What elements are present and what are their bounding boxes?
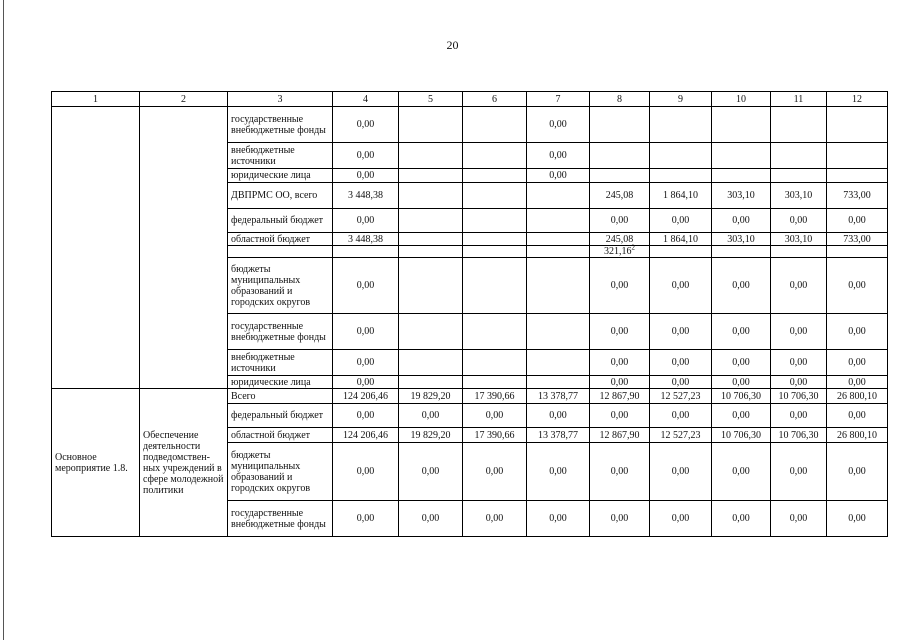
value-cell: 0,00 (771, 258, 827, 314)
column-header: 3 (228, 92, 333, 107)
value-cell (527, 233, 590, 246)
value-cell: 303,10 (771, 233, 827, 246)
value-cell: 0,00 (333, 169, 399, 183)
value-cell: 0,00 (712, 404, 771, 428)
value-cell: 0,00 (827, 443, 888, 501)
source-label: государственные внебюджетные фонды (228, 314, 333, 350)
value-cell: 13 378,77 (527, 428, 590, 443)
value-cell: 303,10 (712, 183, 771, 209)
value-cell (463, 183, 527, 209)
value-cell: 0,00 (650, 350, 712, 376)
value-cell: 17 390,66 (463, 389, 527, 404)
value-cell: 17 390,66 (463, 428, 527, 443)
source-label: внебюджетные источники (228, 143, 333, 169)
value-cell (827, 107, 888, 143)
value-cell: 0,00 (590, 376, 650, 389)
value-text: 321,16 (604, 246, 632, 257)
column-header: 10 (712, 92, 771, 107)
value-cell: 10 706,30 (712, 389, 771, 404)
value-cell (590, 243, 650, 258)
column-header: 7 (527, 92, 590, 107)
column-header: 11 (771, 92, 827, 107)
value-cell: 733,00 (827, 183, 888, 209)
value-cell: 0,00 (333, 443, 399, 501)
value-cell: 0,00 (712, 209, 771, 233)
source-label: государственные внебюджетные фонды (228, 107, 333, 143)
value-cell: 10 706,30 (712, 428, 771, 443)
value-cell (399, 169, 463, 183)
value-cell: 12 527,23 (650, 428, 712, 443)
value-cell: 1 864,10 (650, 233, 712, 246)
value-cell (650, 107, 712, 143)
value-cell (463, 350, 527, 376)
value-cell (399, 183, 463, 209)
source-label: бюджеты муниципальных образований и городских округов (228, 443, 333, 501)
value-cell: 12 867,90 (590, 389, 650, 404)
value-cell (650, 169, 712, 183)
value-cell: 0,00 (399, 501, 463, 537)
value-cell: 0,00 (333, 107, 399, 143)
value-cell (399, 209, 463, 233)
source-label: федеральный бюджет (228, 209, 333, 233)
value-cell (527, 209, 590, 233)
value-cell: 19 829,20 (399, 389, 463, 404)
value-cell: 0,00 (650, 501, 712, 537)
value-cell: 0,00 (650, 443, 712, 501)
value-cell: 0,00 (590, 443, 650, 501)
source-label: Всего (228, 389, 333, 404)
value-cell: 245,08 (590, 183, 650, 209)
value-cell: 0,00 (463, 404, 527, 428)
value-cell: 0,00 (827, 501, 888, 537)
source-label: государственные внебюджетные фонды (228, 501, 333, 537)
value-cell: 3 448,38 (333, 183, 399, 209)
value-cell: 0,00 (333, 314, 399, 350)
value-cell: 124 206,46 (333, 428, 399, 443)
source-label: юридические лица (228, 169, 333, 183)
source-label: ДВПРМС ОО, всего (228, 183, 333, 209)
column-header: 5 (399, 92, 463, 107)
value-cell (463, 143, 527, 169)
value-cell: 303,10 (712, 233, 771, 246)
value-cell: 0,00 (333, 258, 399, 314)
value-cell (712, 246, 771, 258)
value-cell: 0,00 (590, 501, 650, 537)
column-header: 6 (463, 92, 527, 107)
value-cell: 0,00 (527, 169, 590, 183)
value-cell (712, 107, 771, 143)
value-cell: 0,00 (463, 501, 527, 537)
value-cell (771, 169, 827, 183)
value-cell: 0,00 (771, 443, 827, 501)
value-cell: 0,00 (712, 443, 771, 501)
value-cell (771, 143, 827, 169)
event-code: Основное мероприятие 1.8. (52, 389, 140, 537)
value-cell: 0,00 (650, 404, 712, 428)
value-cell (527, 350, 590, 376)
value-cell (590, 107, 650, 143)
value-cell (399, 143, 463, 169)
value-cell: 0,00 (827, 376, 888, 389)
source-label: бюджеты муниципальных образований и городских округов (228, 258, 333, 314)
value-cell: 0,00 (527, 404, 590, 428)
value-cell: 0,00 (712, 376, 771, 389)
value-cell: 0,00 (827, 209, 888, 233)
value-cell (399, 314, 463, 350)
value-cell (527, 183, 590, 209)
source-label: юридические лица (228, 376, 333, 389)
value-cell (827, 169, 888, 183)
column-header: 9 (650, 92, 712, 107)
value-cell (527, 258, 590, 314)
value-cell: 245,08 (590, 233, 650, 246)
value-cell (463, 209, 527, 233)
value-cell (399, 350, 463, 376)
value-cell (590, 143, 650, 169)
value-cell: 0,00 (771, 501, 827, 537)
budget-table (51, 91, 888, 537)
value-cell (650, 246, 712, 258)
source-label: областной бюджет (228, 233, 333, 246)
table-row (52, 389, 888, 404)
column-header: 12 (827, 92, 888, 107)
value-cell: 0,00 (590, 350, 650, 376)
value-cell (463, 376, 527, 389)
value-cell (527, 246, 590, 258)
page-number: 20 (446, 38, 459, 52)
value-cell: 0,00 (771, 209, 827, 233)
value-cell: 0,00 (827, 314, 888, 350)
value-cell (463, 169, 527, 183)
value-cell: 0,00 (527, 501, 590, 537)
value-cell: 0,00 (590, 404, 650, 428)
value-cell: 0,00 (712, 350, 771, 376)
value-cell: 0,00 (771, 376, 827, 389)
value-cell (463, 107, 527, 143)
source-label: федеральный бюджет (228, 404, 333, 428)
value-cell (712, 143, 771, 169)
value-cell: 12 867,90 (590, 428, 650, 443)
value-cell: 0,00 (333, 404, 399, 428)
value-cell: 0,00 (827, 350, 888, 376)
value-cell (399, 376, 463, 389)
value-cell (650, 143, 712, 169)
value-cell: 0,00 (771, 404, 827, 428)
value-cell: 0,00 (527, 143, 590, 169)
value-cell (399, 258, 463, 314)
scan-edge-line (3, 0, 4, 640)
value-cell (399, 233, 463, 246)
value-cell: 0,00 (333, 209, 399, 233)
value-cell: 0,00 (399, 404, 463, 428)
value-cell: 3 448,38 (333, 233, 399, 246)
header-row (52, 92, 888, 107)
value-cell: 19 829,20 (399, 428, 463, 443)
value-cell: 0,00 (650, 258, 712, 314)
value-cell: 0,00 (333, 501, 399, 537)
value-cell: 733,00 (827, 233, 888, 246)
value-cell (712, 169, 771, 183)
value-cell: 0,00 (650, 376, 712, 389)
source-label: областной бюджет (228, 428, 333, 443)
table-row (52, 107, 888, 143)
value-cell: 12 527,23 (650, 389, 712, 404)
value-cell: 0,00 (712, 314, 771, 350)
value-cell (590, 169, 650, 183)
event-name: Обеспечение деятельности подведомствен-ных учреждений в сфере молодежной политики (140, 389, 228, 537)
column-header: 8 (590, 92, 650, 107)
value-cell (333, 246, 399, 258)
column-header: 4 (333, 92, 399, 107)
value-cell (399, 246, 463, 258)
value-cell: 26 800,10 (827, 428, 888, 443)
source-label: внебюджетные источники (228, 350, 333, 376)
value-cell: 0,00 (771, 314, 827, 350)
value-cell (463, 314, 527, 350)
value-cell: 0,00 (650, 314, 712, 350)
value-cell: 0,00 (590, 258, 650, 314)
continued-name-cell (140, 107, 228, 389)
value-cell: 0,00 (712, 258, 771, 314)
value-cell: 26 800,10 (827, 389, 888, 404)
value-cell: 0,00 (399, 443, 463, 501)
value-cell (399, 107, 463, 143)
value-cell (463, 246, 527, 258)
value-cell: 0,00 (527, 443, 590, 501)
value-cell: 0,00 (771, 350, 827, 376)
value-cell: 13 378,77 (527, 389, 590, 404)
value-cell: 0,00 (827, 404, 888, 428)
column-header: 1 (52, 92, 140, 107)
value-cell: 1 864,10 (650, 183, 712, 209)
value-cell: 0,00 (333, 350, 399, 376)
value-cell: 303,10 (771, 183, 827, 209)
value-cell (771, 246, 827, 258)
value-cell (827, 246, 888, 258)
value-cell: 0,00 (463, 443, 527, 501)
value-cell (463, 258, 527, 314)
value-cell (527, 314, 590, 350)
value-cell (527, 376, 590, 389)
value-cell (463, 233, 527, 246)
value-cell: 0,00 (527, 107, 590, 143)
value-cell: 124 206,46 (333, 389, 399, 404)
continued-code-cell (52, 107, 140, 389)
value-cell: 0,00 (650, 209, 712, 233)
value-cell: 10 706,30 (771, 389, 827, 404)
value-cell (827, 143, 888, 169)
value-cell: 10 706,30 (771, 428, 827, 443)
value-cell: 0,00 (712, 501, 771, 537)
value-cell: 0,00 (590, 314, 650, 350)
value-cell: 0,00 (827, 258, 888, 314)
value-cell: 0,00 (333, 376, 399, 389)
value-cell (771, 107, 827, 143)
value-cell: 0,00 (590, 209, 650, 233)
source-label (228, 246, 333, 258)
column-header: 2 (140, 92, 228, 107)
footnote-mark: 2 (631, 243, 635, 252)
value-cell: 0,00 (333, 143, 399, 169)
